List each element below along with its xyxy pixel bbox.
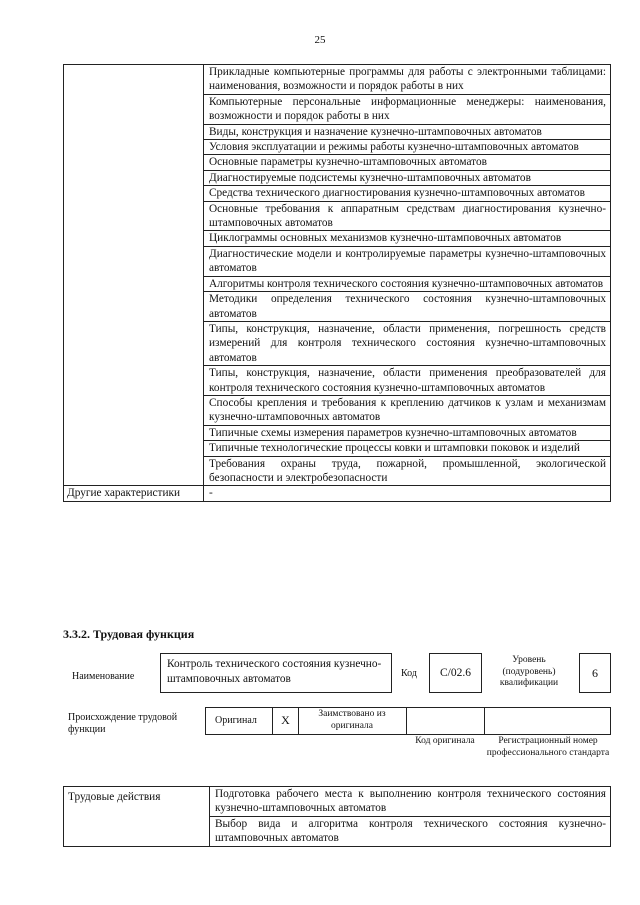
actions-label: Трудовые действия [64, 787, 210, 847]
action-item: Подготовка рабочего места к выполнению контроля технического состояния кузнечно-штамповочных автоматов [210, 787, 611, 817]
knowledge-label-cell [64, 65, 204, 486]
code-original-cell [406, 707, 484, 735]
knowledge-item: Средства технического диагностирования кузнечно-штамповочных автоматов [204, 186, 611, 201]
borrowed-label: Заимствовано из оригинала [318, 709, 386, 731]
page-number: 25 [314, 34, 326, 46]
knowledge-item: Диагностические модели и контролируемые параметры кузнечно-штамповочных автоматов [204, 246, 611, 276]
function-name-value: Контроль технического состояния кузнечно-штамповочных автоматов [167, 658, 382, 685]
level-label: Уровень (подуровень) квалификации [499, 655, 559, 688]
code-original-label: Код оригинала [415, 736, 475, 746]
other-characteristics-value: - [204, 486, 611, 501]
knowledge-item: Диагностируемые подсистемы кузнечно-штамповочных автоматов [204, 170, 611, 185]
knowledge-item: Типы, конструкция, назначение, области применения преобразователей для контроля технического состояния кузнечно-штамповочных автоматов [204, 366, 611, 396]
knowledge-item: Способы крепления и требования к креплению датчиков к узлам и механизмам кузнечно-штамповочных автоматов [204, 395, 611, 425]
knowledge-item: Типы, конструкция, назначение, области применения, погрешность средств измерений для контроля технического состояния кузнечно-штамповочных автоматов [204, 321, 611, 365]
knowledge-item: Типичные схемы измерения параметров кузнечно-штамповочных автоматов [204, 425, 611, 440]
actions-table [63, 786, 611, 847]
level-box [579, 653, 611, 693]
knowledge-item: Основные параметры кузнечно-штамповочных автоматов [204, 155, 611, 170]
knowledge-item: Прикладные компьютерные программы для работы с электронными таблицами: наименования, возможности и порядок работы в них [204, 65, 611, 95]
table-row [64, 65, 611, 95]
knowledge-item: Условия эксплуатации и режимы работы кузнечно-штамповочных автоматов [204, 140, 611, 155]
table-row [64, 787, 611, 817]
knowledge-item: Алгоритмы контроля технического состояния кузнечно-штамповочных автоматов [204, 276, 611, 291]
function-name-box [160, 653, 392, 693]
knowledge-item: Требования охраны труда, пожарной, промышленной, экологической безопасности и электробезопасности [204, 456, 611, 486]
level-value: 6 [592, 666, 598, 680]
original-label: Оригинал [215, 715, 257, 726]
other-characteristics-label: Другие характеристики [64, 486, 204, 501]
code-value: C/02.6 [440, 667, 471, 679]
original-mark: X [272, 707, 298, 735]
name-label: Наименование [72, 671, 135, 682]
code-label: Код [401, 668, 417, 679]
code-box [429, 653, 482, 693]
action-item: Выбор вида и алгоритма контроля технического состояния кузнечно-штамповочных автоматов [210, 816, 611, 846]
knowledge-item: Циклограммы основных механизмов кузнечно-штамповочных автоматов [204, 231, 611, 246]
knowledge-item: Компьютерные персональные информационные менеджеры: наименования, возможности и порядок работы в них [204, 94, 611, 124]
origin-label: Происхождение трудовой функции [68, 712, 178, 735]
knowledge-table [63, 64, 611, 502]
section-heading: 3.3.2. Трудовая функция [63, 627, 195, 641]
table-row [64, 486, 611, 501]
reg-number-label: Регистрационный номер профессионального стандарта [486, 736, 610, 758]
knowledge-item: Типичные технологические процессы ковки и штамповки поковок и изделий [204, 441, 611, 456]
reg-number-cell [484, 707, 611, 735]
knowledge-item: Методики определения технического состояния кузнечно-штамповочных автоматов [204, 292, 611, 322]
knowledge-item: Основные требования к аппаратным средствам диагностирования кузнечно-штамповочных автоматов [204, 201, 611, 231]
knowledge-item: Виды, конструкция и назначение кузнечно-штамповочных автоматов [204, 124, 611, 139]
